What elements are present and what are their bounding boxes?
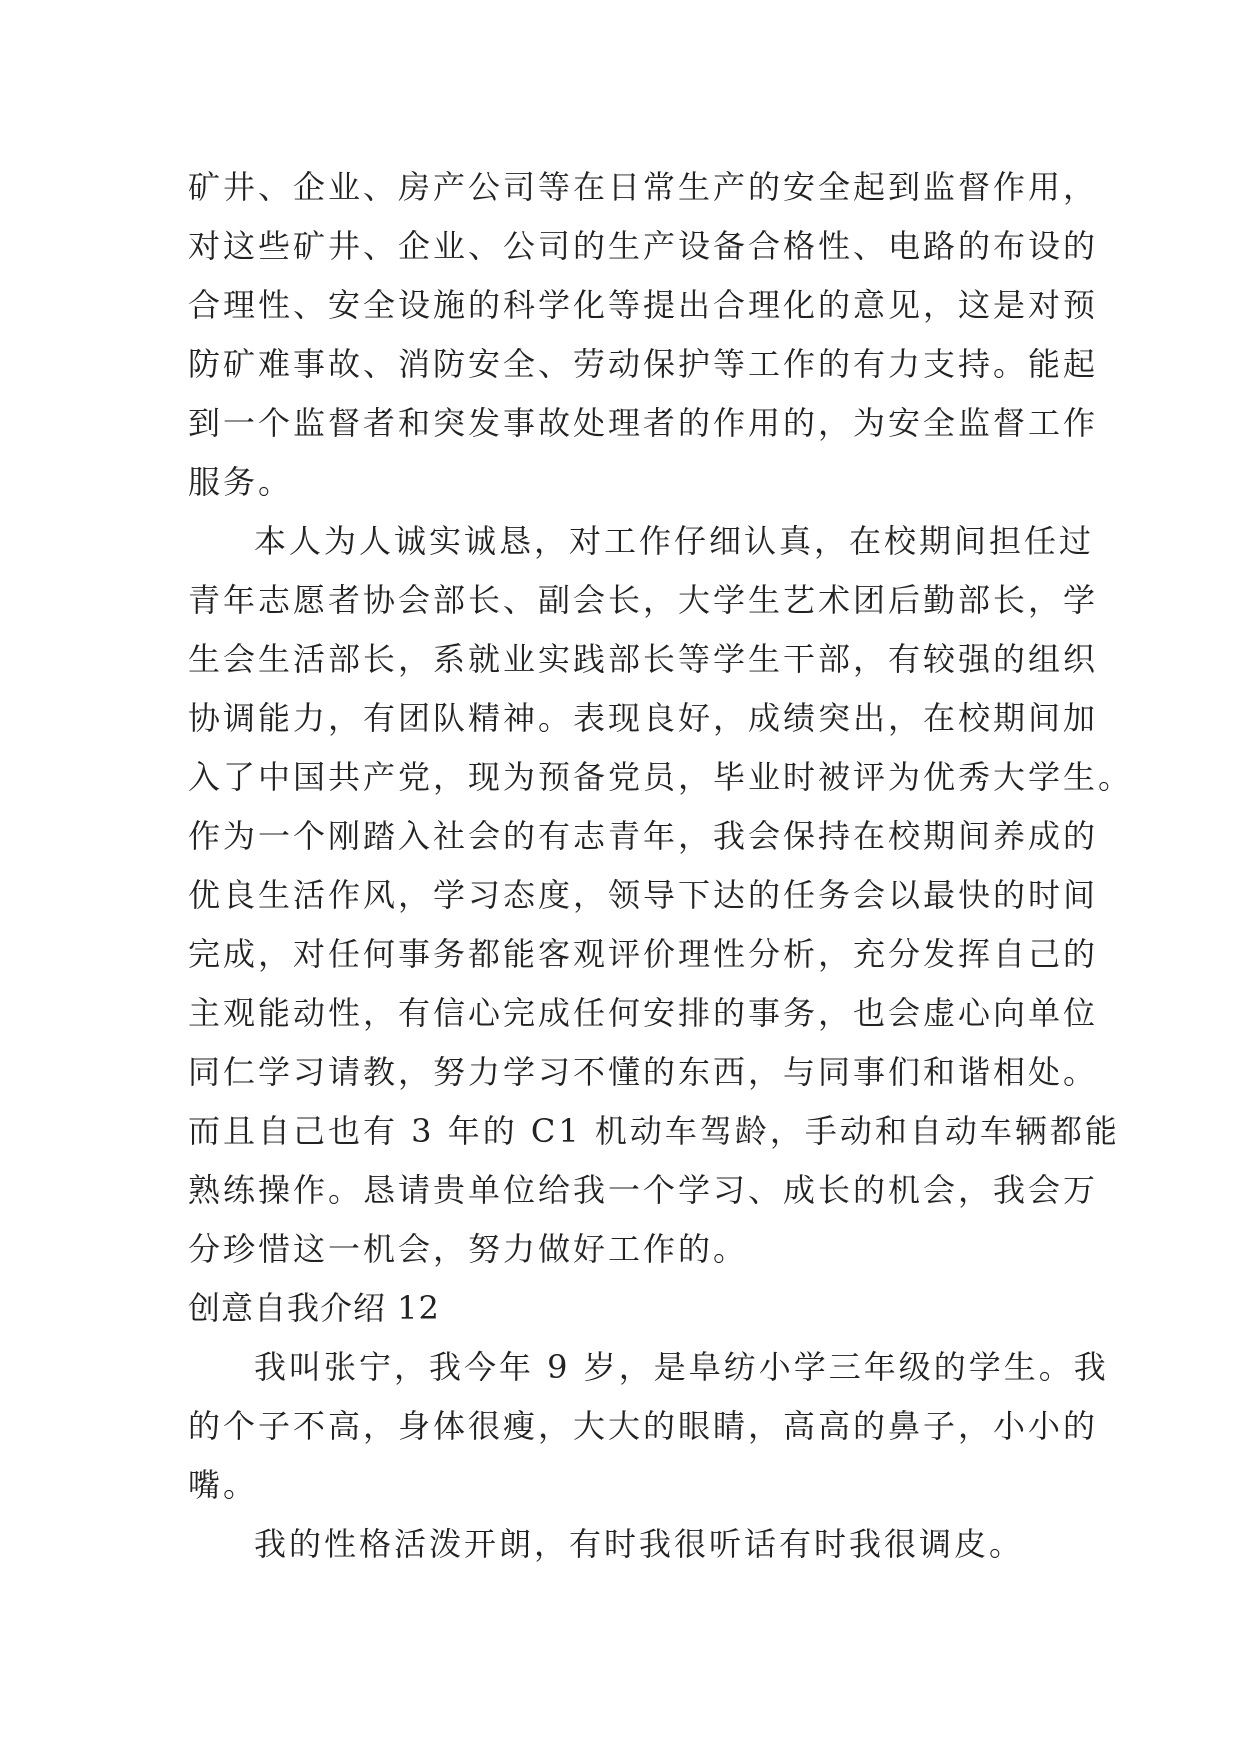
paragraph-personality xyxy=(188,1515,1068,1574)
document-body xyxy=(188,158,1134,1574)
section-heading: 创意自我介绍 12 xyxy=(188,1289,440,1327)
text-line: 主观能动性，有信心完成任何安排的事务，也会虚心向单位 xyxy=(188,994,1099,1032)
text-line: 对这些矿井、企业、公司的生产设备合格性、电路的布设的 xyxy=(188,227,1099,265)
text-line: 优良生活作风，学习态度，领导下达的任务会以最快的时间 xyxy=(188,876,1099,914)
text-line: 同仁学习请教，努力学习不懂的东西，与同事们和谐相处。 xyxy=(188,1053,1099,1091)
text-line: 到一个监督者和突发事故处理者的作用的，为安全监督工作 xyxy=(188,404,1099,442)
text-line: 生会生活部长，系就业实践部长等学生干部，有较强的组织 xyxy=(188,640,1099,678)
text-line: 而且自己也有 3 年的 C1 机动车驾龄，手动和自动车辆都能 xyxy=(188,1112,1120,1150)
paragraph-self-description xyxy=(188,512,1134,1279)
text-line: 协调能力，有团队精神。表现良好，成绩突出，在校期间加 xyxy=(188,699,1099,737)
text-line: 我的性格活泼开朗，有时我很听话有时我很调皮。 xyxy=(254,1525,1025,1563)
text-line: 的个子不高，身体很瘦，大大的眼睛，高高的鼻子，小小的 xyxy=(188,1407,1099,1445)
text-line: 服务。 xyxy=(188,463,294,501)
text-line: 青年志愿者协会部长、副会长，大学生艺术团后勤部长，学 xyxy=(188,581,1099,619)
paragraph-continuation xyxy=(188,158,1099,512)
text-line: 本人为人诚实诚恳，对工作仔细认真，在校期间担任过 xyxy=(254,522,1095,560)
text-line: 入了中国共产党，现为预备党员，毕业时被评为优秀大学生。 xyxy=(188,758,1134,796)
text-line: 合理性、安全设施的科学化等提出合理化的意见，这是对预 xyxy=(188,286,1099,324)
text-line: 防矿难事故、消防安全、劳动保护等工作的有力支持。能起 xyxy=(188,345,1099,383)
paragraph-introduction xyxy=(188,1338,1109,1515)
text-line: 作为一个刚踏入社会的有志青年，我会保持在校期间养成的 xyxy=(188,817,1099,855)
text-line: 嘴。 xyxy=(188,1466,259,1504)
text-line: 完成，对任何事务都能客观评价理性分析，充分发挥自己的 xyxy=(188,935,1099,973)
text-line: 我叫张宁，我今年 9 岁，是阜纺小学三年级的学生。我 xyxy=(254,1348,1109,1386)
text-line: 矿井、企业、房产公司等在日常生产的安全起到监督作用， xyxy=(188,168,1099,206)
text-line: 熟练操作。恳请贵单位给我一个学习、成长的机会，我会万 xyxy=(188,1171,1099,1209)
text-line: 分珍惜这一机会，努力做好工作的。 xyxy=(188,1230,749,1268)
